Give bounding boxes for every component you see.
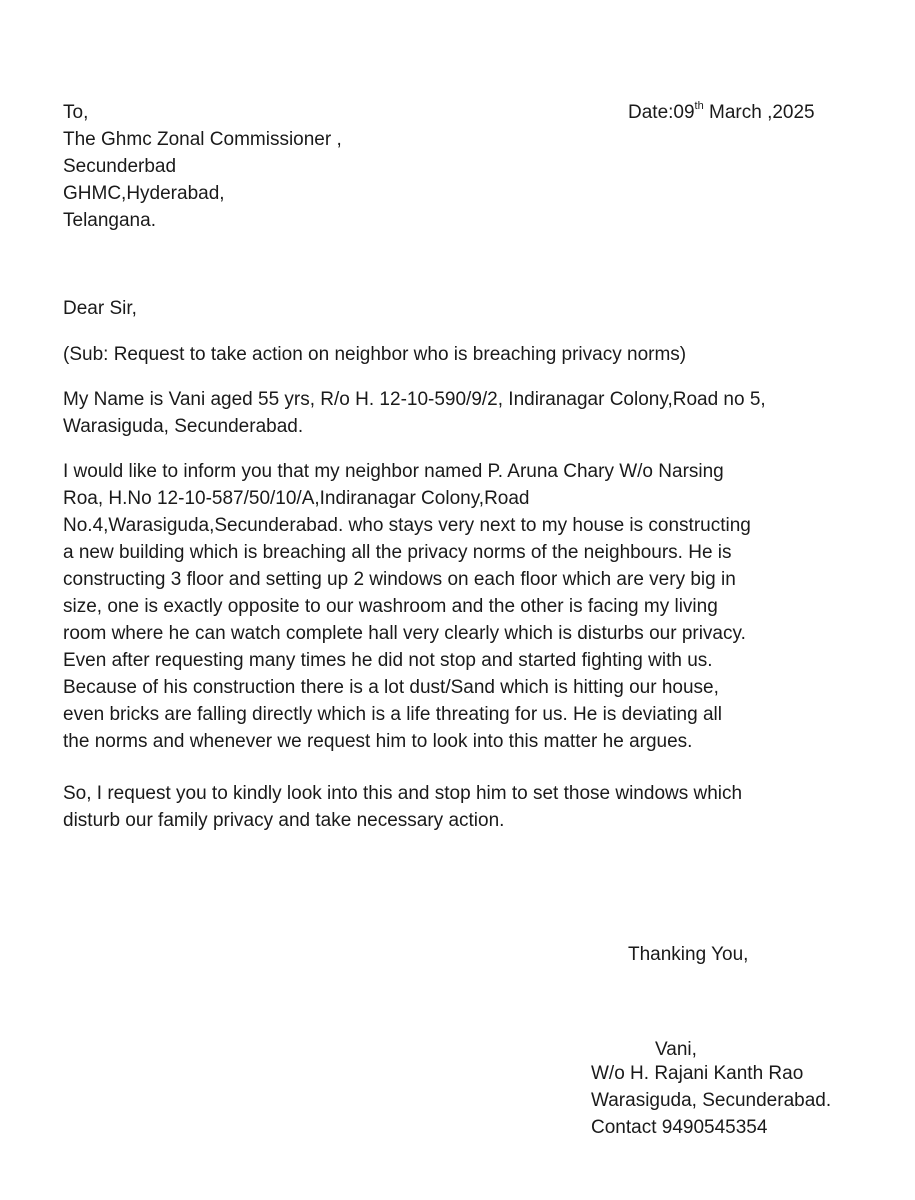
- subject-line: (Sub: Request to take action on neighbor who is breaching privacy norms): [63, 344, 687, 365]
- recipient-to: To,: [63, 102, 89, 123]
- intro-paragraph: [63, 386, 853, 440]
- request-line: So, I request you to kindly look into this and stop him to set those windows which: [63, 783, 743, 804]
- signature-contact: Contact 9490545354: [591, 1117, 768, 1138]
- complaint-line: the norms and whenever we request him to look into this matter he argues.: [63, 731, 693, 752]
- salutation: Dear Sir,: [63, 298, 137, 319]
- complaint-line: constructing 3 floor and setting up 2 windows on each floor which are very big in: [63, 569, 736, 590]
- complaint-line: Roa, H.No 12-10-587/50/10/A,Indiranagar Colony,Road: [63, 488, 530, 509]
- signature-details: [591, 1060, 831, 1141]
- letter-date: [628, 99, 815, 126]
- complaint-line: room where he can watch complete hall very clearly which is disturbs our privacy.: [63, 623, 746, 644]
- date-month-year: March ,2025: [703, 102, 815, 123]
- date-ordinal-suffix: th: [694, 100, 704, 112]
- recipient-address: [63, 99, 342, 234]
- request-line: disturb our family privacy and take necessary action.: [63, 810, 505, 831]
- recipient-title: The Ghmc Zonal Commissioner ,: [63, 129, 342, 150]
- recipient-state: Telangana.: [63, 210, 156, 231]
- complaint-line: I would like to inform you that my neighbor named P. Aruna Chary W/o Narsing: [63, 461, 724, 482]
- complaint-line: Because of his construction there is a lot dust/Sand which is hitting our house,: [63, 677, 719, 698]
- complaint-line: a new building which is breaching all the privacy norms of the neighbours. He is: [63, 542, 732, 563]
- intro-line: My Name is Vani aged 55 yrs, R/o H. 12-10-590/9/2, Indiranagar Colony,Road no 5,: [63, 389, 766, 410]
- recipient-city: Secunderbad: [63, 156, 177, 177]
- recipient-office: GHMC,Hyderabad,: [63, 183, 225, 204]
- closing: Thanking You,: [628, 944, 749, 965]
- complaint-line: No.4,Warasiguda,Secunderabad. who stays very next to my house is constructing: [63, 515, 751, 536]
- intro-line: Warasiguda, Secunderabad.: [63, 416, 304, 437]
- complaint-paragraph: [63, 458, 853, 755]
- request-paragraph: [63, 780, 853, 834]
- complaint-line: Even after requesting many times he did not stop and started fighting with us.: [63, 650, 713, 671]
- date-prefix: Date:09: [628, 102, 695, 123]
- complaint-line: even bricks are falling directly which is a life threating for us. He is deviating all: [63, 704, 722, 725]
- signature-spouse: W/o H. Rajani Kanth Rao: [591, 1063, 804, 1084]
- signature-name: Vani,: [655, 1039, 697, 1060]
- complaint-line: size, one is exactly opposite to our washroom and the other is facing my living: [63, 596, 718, 617]
- signature-address: Warasiguda, Secunderabad.: [591, 1090, 832, 1111]
